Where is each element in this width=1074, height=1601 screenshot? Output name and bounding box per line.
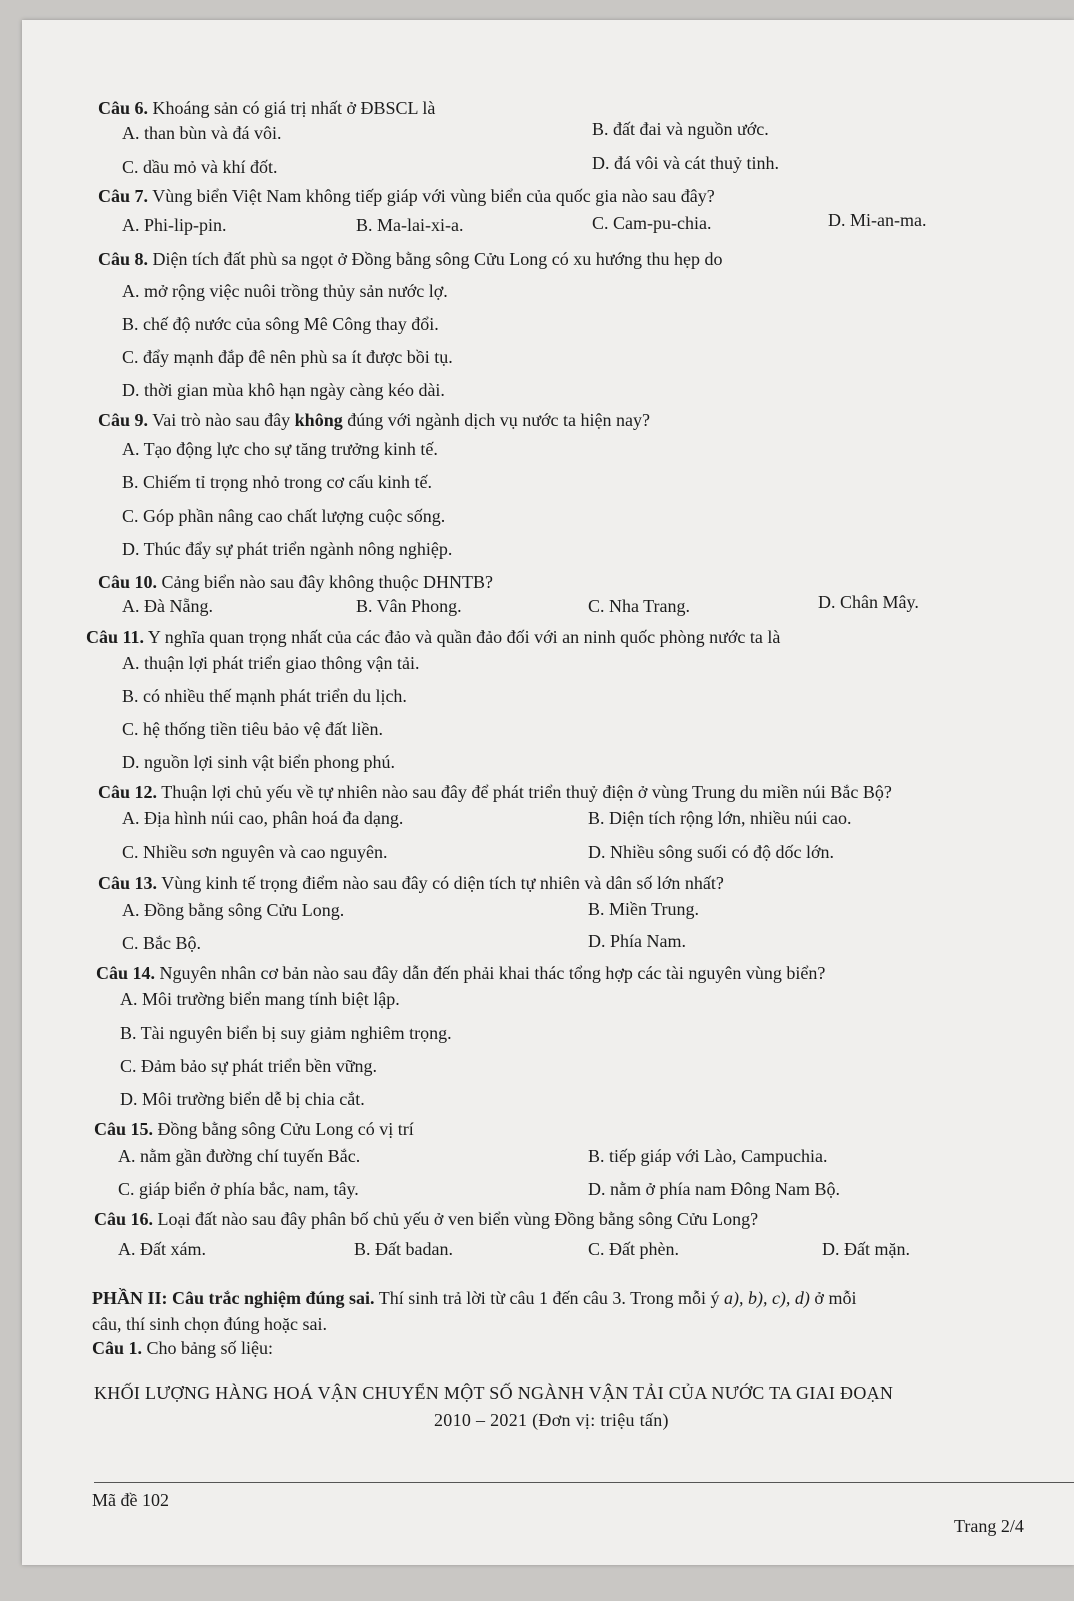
option-b: B. Ma-lai-xi-a. [356,215,464,235]
question-number: Câu 11. [86,627,145,647]
option-c: C. Đảm bảo sự phát triển bền vững. [120,1056,377,1076]
option-d: D. Nhiều sông suối có độ dốc lớn. [588,842,834,862]
option-d: D. Phía Nam. [588,931,686,951]
option-b: B. Đất badan. [354,1239,453,1259]
option-c: C. Cam-pu-chia. [592,213,712,233]
exam-page [22,20,1074,1565]
option-a: A. Đồng bằng sông Cửu Long. [122,900,345,920]
question-number: Câu 16. [94,1209,154,1229]
option-b: B. Diện tích rộng lớn, nhiều núi cao. [588,808,852,828]
footer-divider [94,1482,1074,1483]
option-c: C. Góp phần nâng cao chất lượng cuộc sống. [122,506,446,526]
option-d: D. Thúc đẩy sự phát triển ngành nông nghiệp. [122,539,453,559]
question-7 [98,186,715,207]
question-text: Y nghĩa quan trọng nhất của các đảo và quần đảo đối với an ninh quốc phòng nước ta là [147,627,781,647]
option-b: B. chế độ nước của sông Mê Công thay đổi. [122,314,439,334]
option-c: C. Bắc Bộ. [122,933,201,953]
question-text: Loại đất nào sau đây phân bố chủ yếu ở ven biển vùng Đồng bằng sông Cửu Long? [157,1209,759,1229]
option-b: B. Chiếm tỉ trọng nhỏ trong cơ cấu kinh tế. [122,472,432,492]
question-15 [94,1119,414,1140]
question-number: Câu 15. [94,1119,154,1139]
question-text: Vùng biển Việt Nam không tiếp giáp với vùng biển của quốc gia nào sau đây? [152,186,715,206]
question-9 [98,410,650,431]
option-c: C. Nha Trang. [588,596,691,616]
option-b: B. tiếp giáp với Lào, Campuchia. [588,1146,828,1166]
question-6 [98,98,435,119]
part2-heading: PHẦN II: Câu trắc nghiệm đúng sai. [92,1288,375,1308]
question-number: Câu 10. [98,572,158,592]
option-d: D. Chân Mây. [818,592,919,612]
option-a: A. nằm gần đường chí tuyến Bắc. [118,1146,361,1166]
option-d: D. nằm ở phía nam Đông Nam Bộ. [588,1179,840,1199]
question-number: Câu 8. [98,249,149,269]
page-number: Trang 2/4 [954,1516,1024,1536]
question-8 [98,249,723,270]
option-a: A. mở rộng việc nuôi trồng thủy sản nước lợ. [122,281,448,301]
question-number: Câu 14. [96,963,156,983]
question-text-after: đúng với ngành dịch vụ nước ta hiện nay? [342,410,650,430]
part2-instructions [92,1288,856,1309]
option-b: B. đất đai và nguồn ước. [592,119,769,139]
question-text: Khoáng sản có giá trị nhất ở ĐBSCL là [152,98,436,118]
option-d: D. thời gian mùa khô hạn ngày càng kéo dài. [122,380,445,400]
part2-choice-labels: a), b), c), d) [723,1288,810,1308]
option-a: A. Môi trường biển mang tính biệt lập. [120,989,400,1009]
option-d: D. nguồn lợi sinh vật biển phong phú. [122,752,396,772]
question-text: Cho bảng số liệu: [142,1338,274,1358]
option-b: B. có nhiều thế mạnh phát triển du lịch. [122,686,407,706]
option-c: C. Nhiều sơn nguyên và cao nguyên. [122,842,388,862]
question-number: Câu 13. [98,873,158,893]
question-text: Cảng biển nào sau đây không thuộc DHNTB? [161,572,493,592]
question-text: Nguyên nhân cơ bản nào sau đây dẫn đến phải khai thác tổng hợp các tài nguyên vùng biển? [159,963,826,983]
question-number: Câu 9. [98,410,149,430]
option-a: A. Tạo động lực cho sự tăng trưởng kinh tế. [122,439,438,459]
option-b: B. Tài nguyên biển bị suy giảm nghiêm trọng. [120,1023,452,1043]
question-13 [98,873,724,894]
question-number: Câu 12. [98,782,158,802]
option-c: C. giáp biển ở phía bắc, nam, tây. [118,1179,359,1199]
option-b: B. Vân Phong. [356,596,462,616]
question-text-emphasis: không [294,410,343,430]
option-d: D. đá vôi và cát thuỷ tinh. [592,153,779,173]
option-a: A. than bùn và đá vôi. [122,123,282,143]
option-c: C. Đất phèn. [588,1239,679,1259]
table-title: KHỐI LƯỢNG HÀNG HOÁ VẬN CHUYỂN MỘT SỐ NGÀNH VẬN TẢI CỦA NƯỚC TA GIAI ĐOẠN [94,1383,894,1403]
option-b: B. Miền Trung. [588,899,700,919]
question-text: Đồng bằng sông Cửu Long có vị trí [157,1119,414,1139]
question-number: Câu 1. [92,1338,143,1358]
question-16 [94,1209,758,1230]
option-d: D. Mi-an-ma. [828,210,927,230]
option-a: A. Đất xám. [118,1239,206,1259]
part2-instruction-line2: câu, thí sinh chọn đúng hoặc sai. [92,1314,327,1334]
option-a: A. Đà Nẵng. [122,596,213,616]
question-text-before: Vai trò nào sau đây [152,410,295,430]
option-a: A. Phi-lip-pin. [122,215,227,235]
exam-code: Mã đề 102 [92,1490,169,1510]
option-c: C. dầu mỏ và khí đốt. [122,157,278,177]
part2-instruction-text: Thí sinh trả lời từ câu 1 đến câu 3. Trong mỗi ý [374,1288,724,1308]
question-text: Thuận lợi chủ yếu về tự nhiên nào sau đây để phát triển thuỷ điện ở vùng Trung du miền núi Bắc Bộ? [161,782,892,802]
option-c: C. đẩy mạnh đắp đê nên phù sa ít được bồi tụ. [122,347,453,367]
part2-instruction-end: ở mỗi [809,1288,857,1308]
question-11 [86,627,780,648]
option-d: D. Đất mặn. [822,1239,910,1259]
question-text: Diện tích đất phù sa ngọt ở Đồng bằng sông Cửu Long có xu hướng thu hẹp do [152,249,723,269]
question-12 [98,782,892,803]
question-number: Câu 6. [98,98,149,118]
table-subtitle: 2010 – 2021 (Đơn vị: triệu tấn) [434,1410,669,1430]
part2-question-1 [92,1338,273,1359]
option-c: C. hệ thống tiền tiêu bảo vệ đất liền. [122,719,383,739]
question-10 [98,572,493,593]
question-text: Vùng kinh tế trọng điểm nào sau đây có diện tích tự nhiên và dân số lớn nhất? [161,873,724,893]
option-d: D. Môi trường biển dễ bị chia cắt. [120,1089,365,1109]
question-14 [96,963,825,984]
option-a: A. thuận lợi phát triển giao thông vận tải. [122,653,420,673]
option-a: A. Địa hình núi cao, phân hoá đa dạng. [122,808,404,828]
question-number: Câu 7. [98,186,149,206]
